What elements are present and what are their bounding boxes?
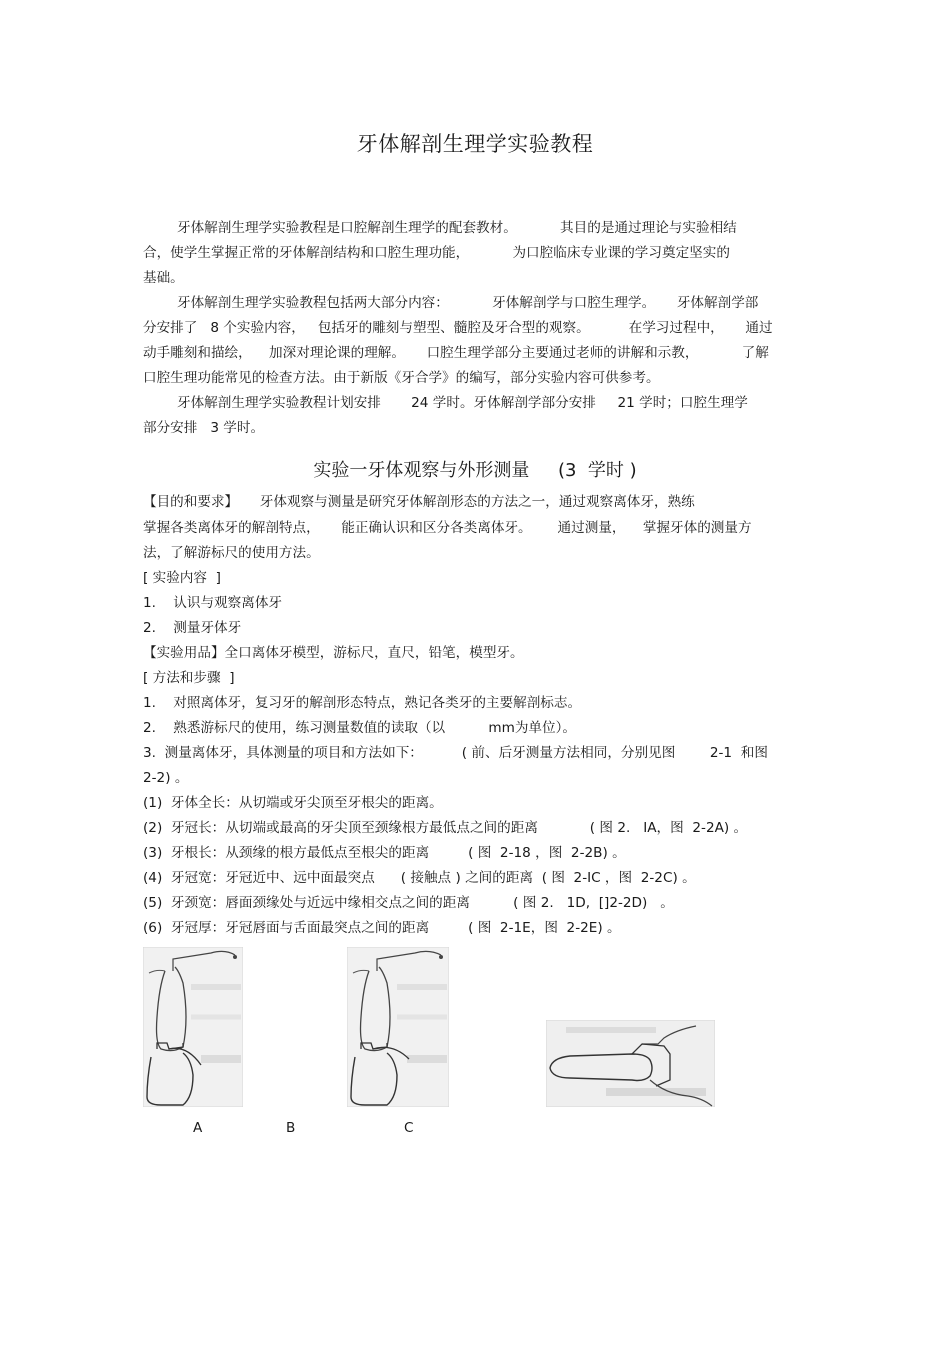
body-line: (1) 牙体全长：从切端或牙尖顶至牙根尖的距离。 (143, 795, 443, 811)
figure-caption-a: A (193, 1120, 203, 1136)
intro-line: 牙体解剖生理学实验教程计划安排 24 学时。牙体解剖学部分安排 21 学时；口腔生理学 (177, 395, 748, 411)
intro-line: 部分安排 3 学时。 (143, 420, 265, 436)
body-line: 1. 认识与观察离体牙 (143, 595, 283, 611)
body-line: (5) 牙颈宽：唇面颈缘处与近远中缘相交点之间的距离 ( 图 2. 1D, []2-2D) 。 (143, 895, 674, 911)
body-line: (2) 牙冠长：从切端或最高的牙尖顶至颈缘根方最低点之间的距离 ( 图 2. IA，图 2-2A) 。 (143, 820, 748, 836)
intro-line: 合，使学生掌握正常的牙体解剖结构和口腔生理功能， 为口腔临床专业课的学习奠定坚实的 (143, 245, 730, 261)
body-line: (4) 牙冠宽：牙冠近中、远中面最突点 ( 接触点 ) 之间的距离 ( 图 2-IC ，图 2-2C) 。 (143, 870, 696, 886)
tooth-figure-b (347, 947, 449, 1107)
intro-line: 分安排了 8 个实验内容， 包括牙的雕刻与塑型、髓腔及牙合型的观察。 在学习过程中， 通过 (143, 320, 773, 336)
body-line: 2. 熟悉游标尺的使用，练习测量数值的读取（以 mm为单位）。 (143, 720, 576, 736)
body-line: 掌握各类离体牙的解剖特点， 能正确认识和区分各类离体牙。 通过测量， 掌握牙体的测量方 (143, 520, 752, 536)
body-line: 法，了解游标尺的使用方法。 (143, 545, 320, 561)
page-title: 牙体解剖生理学实验教程 (356, 132, 594, 156)
figure-caption-b: B (286, 1120, 296, 1136)
body-line: 2. 测量牙体牙 (143, 620, 242, 636)
body-line: 【实验用品】全口离体牙模型，游标尺，直尺，铅笔，模型牙。 (143, 645, 524, 661)
figure-caption-c: C (404, 1120, 414, 1136)
intro-line: 牙体解剖生理学实验教程是口腔解剖生理学的配套教材。 其目的是通过理论与实验相结 (177, 220, 737, 236)
body-line: 3. 测量离体牙，具体测量的项目和方法如下： ( 前、后牙测量方法相同，分别见图 2-1 和图 (143, 745, 768, 761)
tooth-figure-c (546, 1020, 715, 1107)
body-line: 【目的和要求】 牙体观察与测量是研究牙体解剖形态的方法之一，通过观察离体牙，熟练 (143, 494, 695, 510)
body-line: 2-2) 。 (143, 770, 189, 786)
body-line: (6) 牙冠厚：牙冠唇面与舌面最突点之间的距离 ( 图 2-1E，图 2-2E) 。 (143, 920, 621, 936)
body-line: [ 方法和步骤 ] (143, 670, 235, 686)
experiment-title: 实验一牙体观察与外形测量 (3 学时 ) (313, 460, 637, 481)
tooth-figure-a (143, 947, 243, 1107)
intro-line: 动手雕刻和描绘， 加深对理论课的理解。 口腔生理学部分主要通过老师的讲解和示教， 了解 (143, 345, 769, 361)
body-line: (3) 牙根长：从颈缘的根方最低点至根尖的距离 ( 图 2-18 ，图 2-2B) 。 (143, 845, 626, 861)
intro-line: 基础。 (143, 270, 184, 286)
intro-line: 口腔生理功能常见的检查方法。由于新版《牙合学》的编写，部分实验内容可供参考。 (143, 370, 660, 386)
body-line: 1. 对照离体牙，复习牙的解剖形态特点，熟记各类牙的主要解剖标志。 (143, 695, 582, 711)
intro-line: 牙体解剖生理学实验教程包括两大部分内容： 牙体解剖学与口腔生理学。 牙体解剖学部 (177, 295, 759, 311)
body-line: [ 实验内容 ] (143, 570, 221, 586)
